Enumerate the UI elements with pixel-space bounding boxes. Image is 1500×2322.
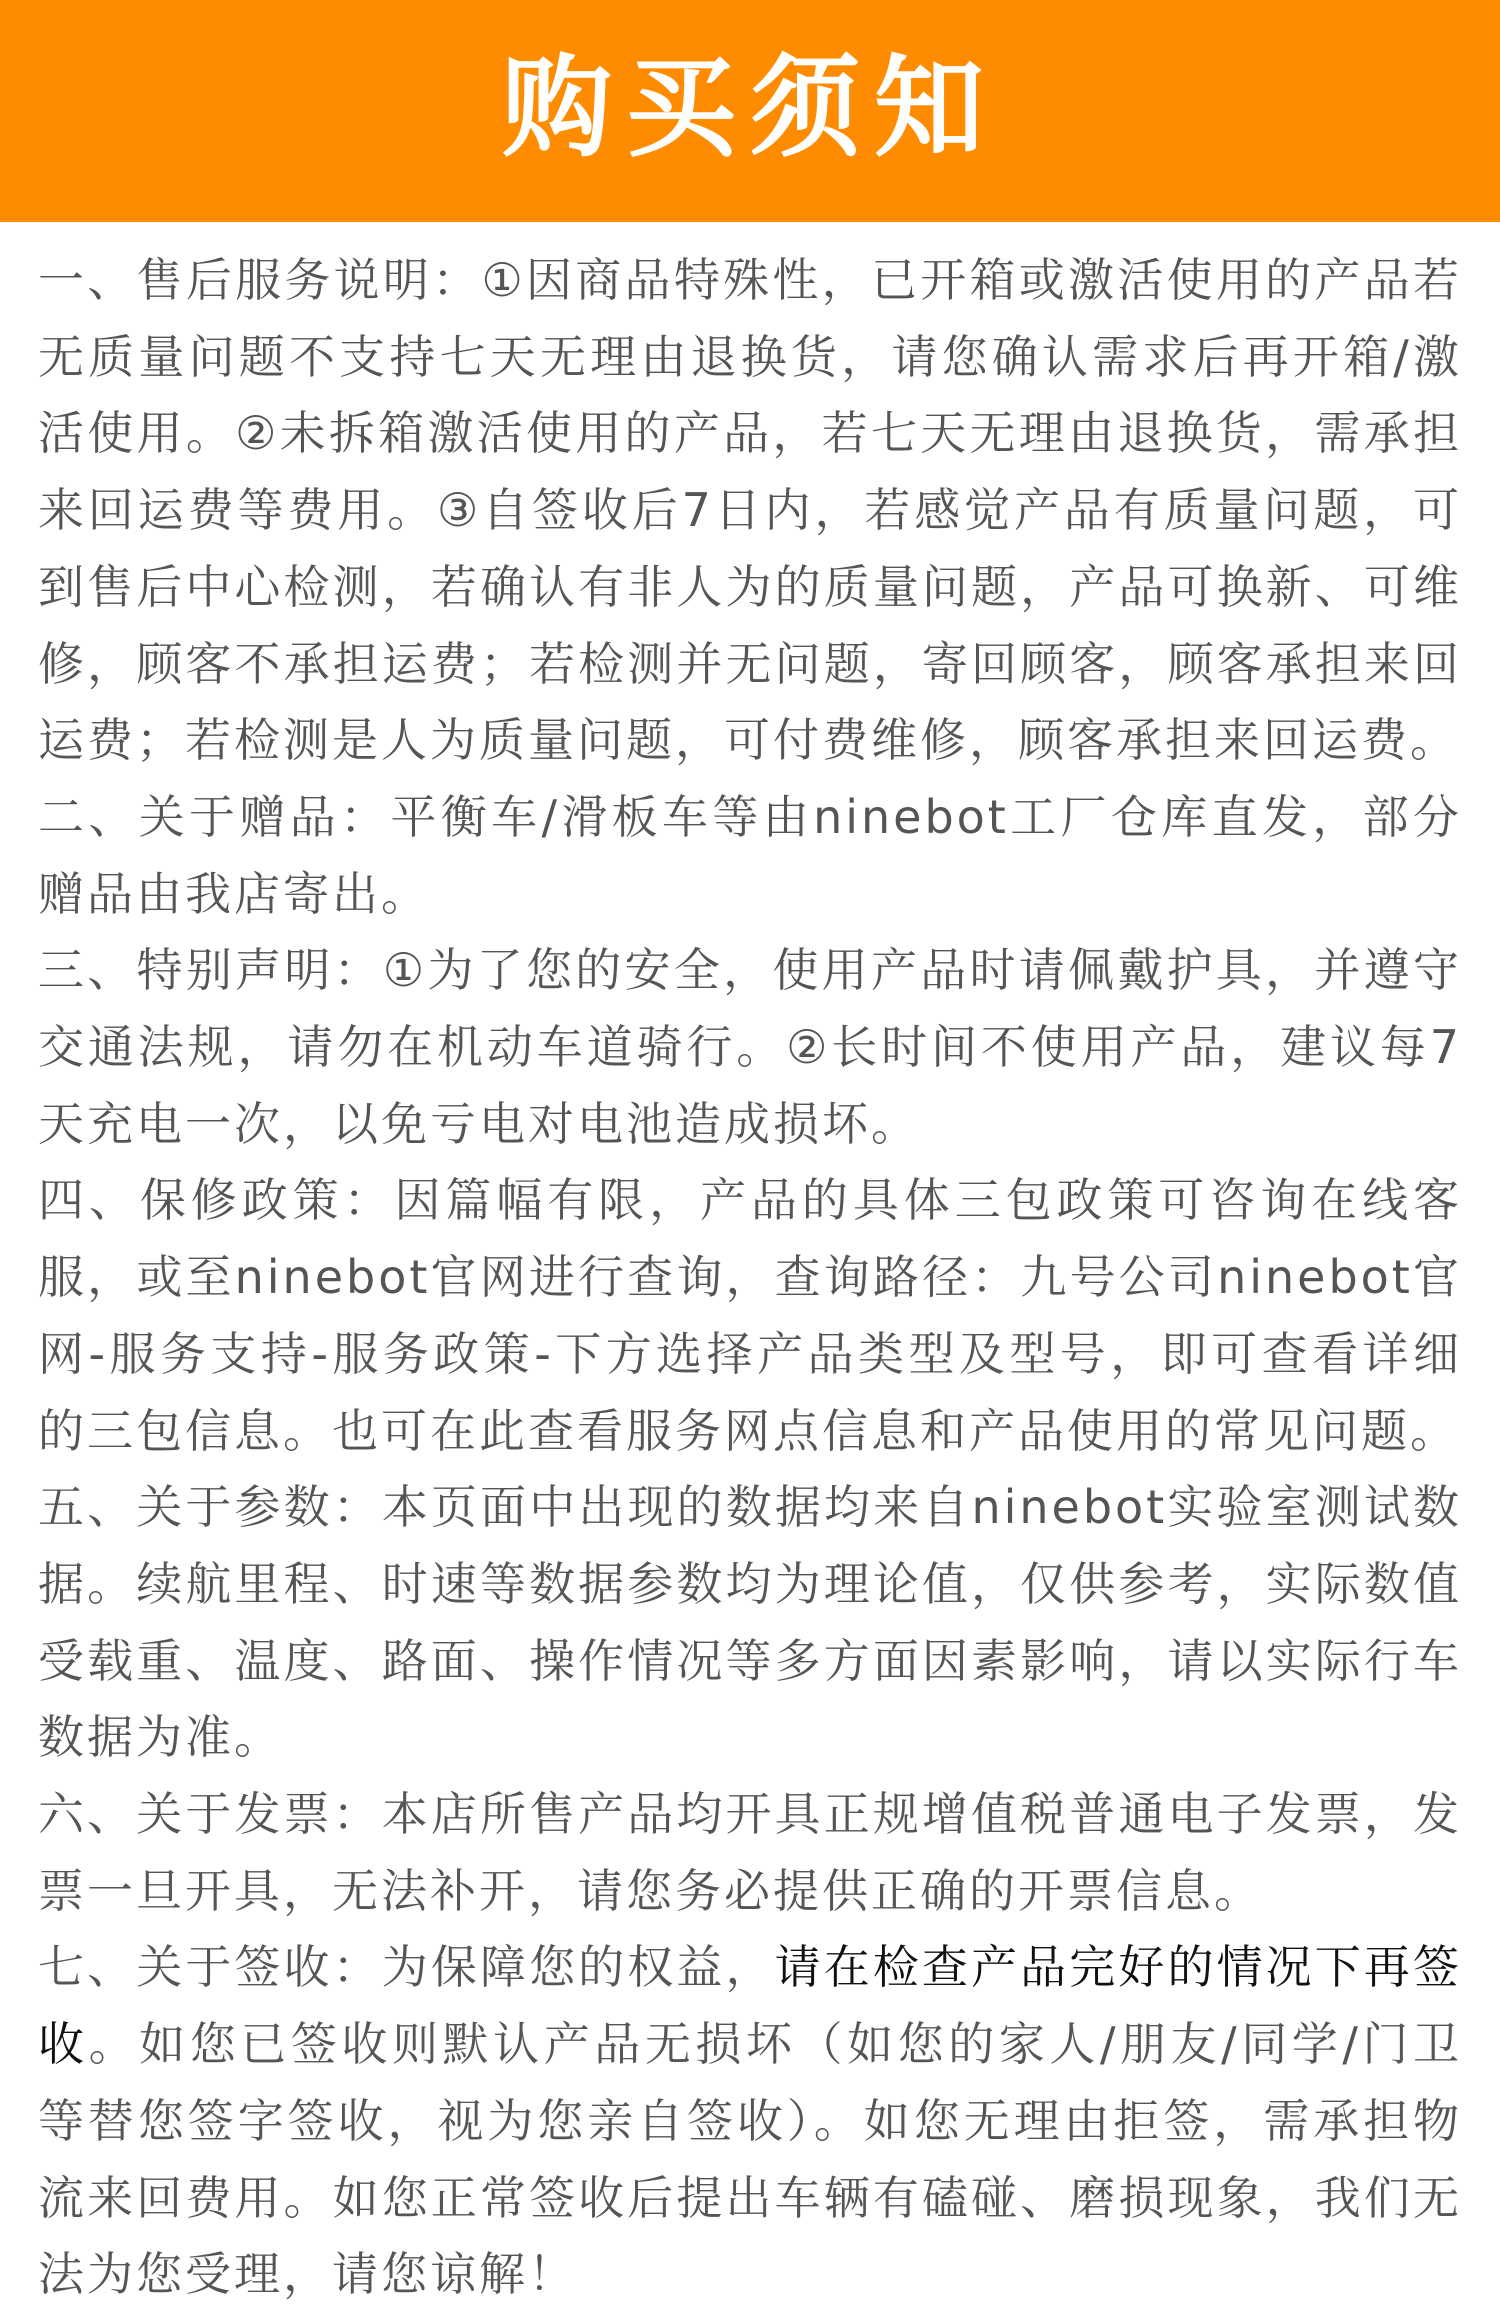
signing-prefix-text: 七、关于签收：为保障您的权益， [38, 1940, 775, 1995]
page-title: 购买须知 [502, 44, 998, 172]
invoice-section: 六、关于发票：本店所售产品均开具正规增值税普通电子发票，发票一旦开具，无法补开，请您务必提供正确的开票信息。 [38, 1787, 1462, 1918]
warranty-policy-section: 四、保修政策：因篇幅有限，产品的具体三包政策可咨询在线客服，或至ninebot官网进行查询，查询路径：九号公司ninebot官网-服务支持-服务政策-下方选择产品类型及型号，即可查看详细的三包信息。也可在此查看服务网点信息和产品使用的常见问题。 [38, 1173, 1462, 1458]
parameters-section: 五、关于参数：本页面中出现的数据均来自ninebot实验室测试数据。续航里程、时速等数据参数均为理论值，仅供参考，实际数值受载重、温度、路面、操作情况等多方面因素影响，请以实际行车数据为准。 [38, 1480, 1462, 1765]
notice-content [0, 222, 1500, 2313]
gift-section: 二、关于赠品：平衡车/滑板车等由ninebot工厂仓库直发，部分赠品由我店寄出。 [38, 789, 1462, 921]
signing-emphasis-text: 请在检查产品完好的情况下再签收 [38, 1940, 1463, 2072]
special-statement-section: 三、特别声明：①为了您的安全，使用产品时请佩戴护具，并遵守交通法规，请勿在机动车道骑行。②长时间不使用产品，建议每7天充电一次，以免亏电对电池造成损坏。 [38, 943, 1462, 1151]
signing-suffix-text: 。如您已签收则默认产品无损坏（如您的家人/朋友/同学/门卫等替您签字签收，视为您亲自签收）。如您无理由拒签，需承担物流来回费用。如您正常签收后提出车辆有磕碰、磨损现象，我们无法为您受理，请您谅解！ [38, 2017, 1463, 2302]
header-banner [0, 0, 1500, 222]
after-sales-section: 一、售后服务说明：①因商品特殊性，已开箱或激活使用的产品若无质量问题不支持七天无理由退换货，请您确认需求后再开箱/激活使用。②未拆箱激活使用的产品，若七天无理由退换货，需承担来回运费等费用。③自签收后7日内，若感觉产品有质量问题，可到售后中心检测，若确认有非人为的质量问题，产品可换新、可维修，顾客不承担运费；若检测并无问题，寄回顾客，顾客承担来回运费；若检测是人为质量问题，可付费维修，顾客承担来回运费。 [38, 253, 1462, 768]
signing-section [38, 1929, 1462, 2313]
